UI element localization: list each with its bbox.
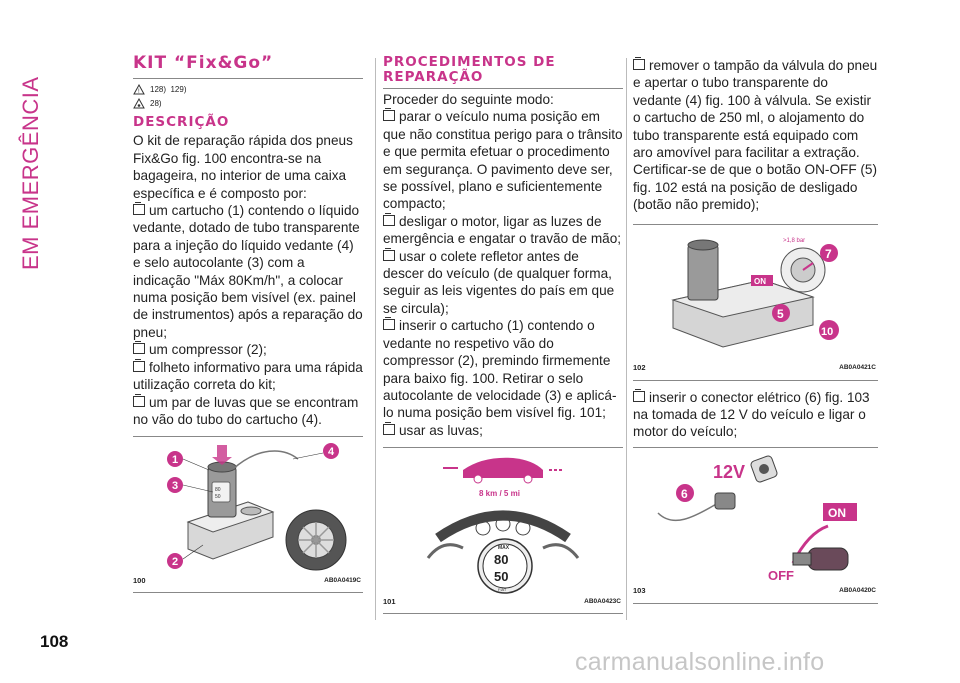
figure-code: AB0A0421C <box>839 364 876 372</box>
heading-descricao: DESCRIÇÃO <box>133 114 230 131</box>
caution-icon <box>133 98 145 109</box>
svg-text:ON: ON <box>828 505 846 520</box>
list-item: desligar o motor, ligar as luzes de emergência e engatar o travão de mão; <box>383 213 622 247</box>
svg-text:8 km / 5 mi: 8 km / 5 mi <box>479 489 520 499</box>
checkbox-icon <box>383 215 395 226</box>
svg-text:OFF: OFF <box>768 567 794 583</box>
figure-103 <box>633 447 878 604</box>
column-2 <box>383 55 623 614</box>
svg-text:50: 50 <box>494 569 509 585</box>
divider <box>383 88 623 89</box>
figure-number: 102 <box>633 363 646 373</box>
svg-text:!: ! <box>138 88 140 95</box>
checkbox-icon <box>633 391 645 402</box>
checkbox-icon <box>383 250 395 261</box>
caution-refs <box>133 97 363 109</box>
section-title: EM EMERGÊNCIA <box>18 76 43 270</box>
svg-text:2: 2 <box>172 556 179 569</box>
svg-text:1: 1 <box>172 454 179 467</box>
compressor-valve-illustration <box>633 225 878 367</box>
power-connector-illustration <box>633 448 878 590</box>
page-number: 108 <box>40 632 69 651</box>
list-item: um cartucho (1) contendo o líquido vedante, dotado de tubo transparente para a injeção do líquido vedante (4) e selo autocolante (3) com a indicação "Máx 80Km/h", a colocar numa posição bem visível (ex. painel de instrumentos) após a reparação do pneu; <box>133 203 363 340</box>
list-item: folheto informativo para uma rápida utilização correta do kit; <box>133 359 363 393</box>
intro-paragraph: Proceder do seguinte modo: <box>383 92 554 107</box>
checkbox-icon <box>133 204 145 215</box>
figure-number: 100 <box>133 575 146 585</box>
warning-ref: 128) <box>150 84 167 94</box>
column-1 <box>133 55 363 593</box>
figure-code: AB0A0420C <box>839 587 876 595</box>
list-item: inserir o cartucho (1) contendo o vedante no respetivo vão do compressor (2), premindo firmemente para baixo fig. 100. Retirar o selo autocolante de velocidade (3) e aplicá-lo numa posição bem visível fig. 101; <box>383 318 617 421</box>
svg-text:3: 3 <box>172 480 179 493</box>
caution-ref: 28) <box>150 98 162 108</box>
list-item: usar o colete refletor antes de descer do veículo (de qualquer forma, seguir as leis vigentes do país em que se circula); <box>383 248 615 316</box>
checkbox-icon <box>133 361 145 372</box>
checkbox-icon <box>633 59 645 70</box>
section-tab <box>6 40 46 270</box>
warning-ref: 129) <box>170 84 187 94</box>
svg-text:MAX: MAX <box>498 545 510 552</box>
svg-text:10: 10 <box>821 325 834 338</box>
svg-text:80: 80 <box>494 552 509 568</box>
repair-kit-illustration <box>133 437 363 577</box>
intro-paragraph: O kit de reparação rápida dos pneus Fix&Go fig. 100 encontra-se na bagageira, no interior de uma caixa específica e é composto por: <box>133 133 353 201</box>
figure-number: 101 <box>383 596 396 606</box>
svg-text:12V: 12V <box>713 461 746 482</box>
list-item: parar o veículo numa posição em que não constitua perigo para o trânsito e que permita efetuar o procedimento em segurança. O pavimento deve ser, se possível, plano e suficientemente compacto; <box>383 109 623 212</box>
svg-text:6: 6 <box>681 486 688 501</box>
column-divider <box>626 58 627 620</box>
column-divider <box>375 58 376 620</box>
warning-refs <box>133 83 363 95</box>
checkbox-icon <box>383 424 395 435</box>
svg-text:50: 50 <box>215 494 221 501</box>
heading-procedimentos: PROCEDIMENTOS DE REPARAÇÃO <box>383 54 556 85</box>
checkbox-icon <box>383 319 395 330</box>
column-3 <box>633 57 878 604</box>
speed-sticker-illustration <box>383 448 623 598</box>
list-item: usar as luvas; <box>383 422 623 439</box>
figure-100 <box>133 436 363 593</box>
checkbox-icon <box>133 343 145 354</box>
svg-text:7: 7 <box>825 246 832 261</box>
list-item: um par de luvas que se encontram no vão do tubo do cartucho (4). <box>133 394 359 427</box>
svg-text:FIAT: FIAT <box>498 587 507 593</box>
list-item: inserir o conector elétrico (6) fig. 103 na tomada de 12 V do veículo e ligar o motor do veículo; <box>633 389 870 440</box>
svg-text:80: 80 <box>215 487 221 494</box>
figure-code: AB0A0423C <box>584 597 621 605</box>
svg-text:>1,8 bar: >1,8 bar <box>783 237 806 244</box>
svg-text:5: 5 <box>777 306 784 321</box>
watermark: carmanualsonline.info <box>575 648 825 676</box>
figure-101 <box>383 447 623 614</box>
list-item: remover o tampão da válvula do pneu e apertar o tubo transparente do vedante (4) fig. 100 à válvula. Se existir o cartucho de 250 ml, o alojamento do tubo transparente está equipado com aro amovível para facilitar a extração. Certificar-se de que o botão ON-OFF (5) fig. 102 está na posição de desligado (botão não premido); <box>633 58 878 213</box>
figure-code: AB0A0419C <box>324 576 361 584</box>
list-item: um compressor (2); <box>133 341 363 358</box>
checkbox-icon <box>133 396 145 407</box>
svg-text:ON: ON <box>754 276 766 286</box>
svg-text:4: 4 <box>328 446 335 459</box>
warning-icon <box>133 84 145 95</box>
figure-number: 103 <box>633 586 646 596</box>
checkbox-icon <box>383 110 395 121</box>
divider <box>133 78 363 79</box>
section-title-kit: KIT “Fix&Go” <box>133 53 274 73</box>
figure-102 <box>633 224 878 381</box>
